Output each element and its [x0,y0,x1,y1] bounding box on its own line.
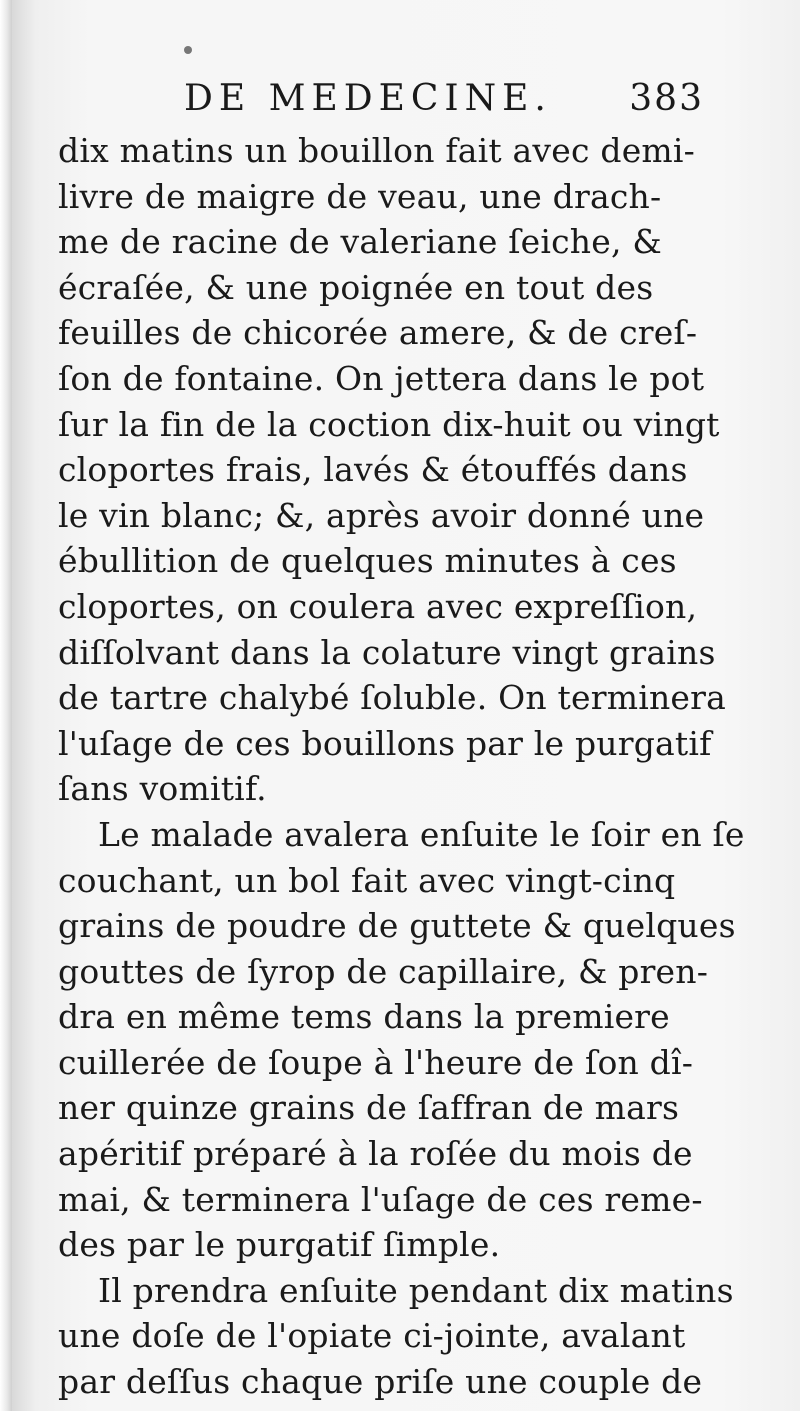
running-head [184,78,704,124]
text-line: ſon de fontaine. On jettera dans le pot [58,358,705,398]
page-edge-shadow [0,0,12,1411]
body-text [58,128,745,1405]
text-line: dra en même tems dans la premiere [58,997,670,1037]
text-line: des par le purgatif ſimple. [58,1225,501,1265]
text-line: cloportes, on coulera avec expreſſion, [58,586,698,626]
printer-ornament-dot [184,46,192,54]
text-line: ſur la fin de la coction dix-huit ou vingt [58,404,720,444]
text-line: l'uſage de ces bouillons par le purgatif [58,723,712,763]
text-line: ſans vomitif. [58,769,267,809]
text-line: ner quinze grains de ſaffran de mars [58,1088,680,1128]
text-line: gouttes de ſyrop de capillaire, & pren- [58,951,709,991]
page-number: 383 [629,78,704,119]
running-title: DE MEDECINE. [184,78,552,119]
text-line: feuilles de chicorée amere, & de creſ- [58,313,698,353]
paragraph-first-line: Il prendra enſuite pendant dix matins [98,1270,734,1310]
text-line: le vin blanc; &, après avoir donné une [58,495,705,535]
text-line: dix matins un bouillon fait avec demi- [58,131,696,170]
paragraph-first-line: Le malade avalera enſuite le ſoir en ſe [98,814,745,854]
text-line: couchant, un bol fait avec vingt-cinq [58,860,676,900]
text-line: ébullition de quelques minutes à ces [58,541,677,581]
text-line: me de racine de valeriane ſeiche, & [58,222,662,262]
text-line: par deſſus chaque priſe une couple de [58,1362,703,1402]
text-line: livre de maigre de veau, une drach- [58,176,662,216]
text-line: cuillerée de ſoupe à l'heure de ſon dî- [58,1042,694,1082]
text-line: de tartre chalybé ſoluble. On terminera [58,678,726,718]
text-line: cloportes frais, lavés & étouffés dans [58,450,688,490]
text-line: une doſe de l'opiate ci-jointe, avalant [58,1316,686,1356]
book-page [12,0,800,1411]
text-line: grains de poudre de guttete & quelques [58,906,736,946]
text-line: mai, & terminera l'uſage de ces reme- [58,1179,703,1219]
text-line: écraſée, & une poignée en tout des [58,267,654,307]
text-line: apéritif préparé à la roſée du mois de [58,1134,693,1174]
text-line: diſſolvant dans la colature vingt grains [58,632,716,672]
